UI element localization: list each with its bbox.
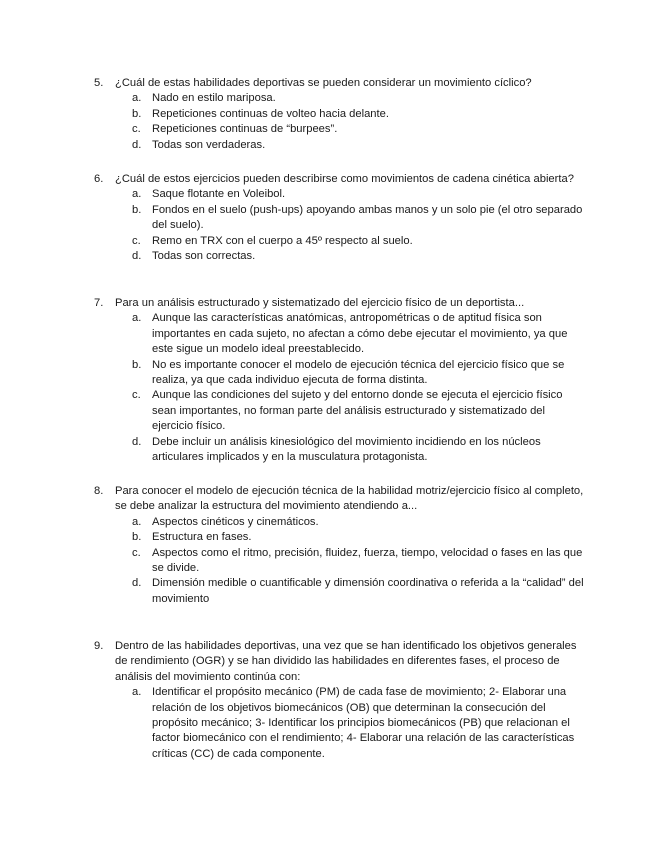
option-b <box>94 530 584 545</box>
option-letter: b. <box>132 203 142 216</box>
question-stem <box>94 172 584 187</box>
option-letter: c. <box>132 123 141 136</box>
option-b <box>94 203 584 234</box>
option-c <box>94 388 584 434</box>
option-letter: d. <box>132 138 142 151</box>
option-a <box>94 187 584 202</box>
option-list <box>94 91 584 153</box>
option-text: Debe incluir un análisis kinesiológico del movimiento incidiendo en los núcleos articulares implicados y en la musculatura protagonista. <box>152 435 541 464</box>
question-text: ¿Cuál de estas habilidades deportivas se pueden considerar un movimiento cíclico? <box>115 77 532 89</box>
option-c <box>94 122 584 137</box>
question-number: 7. <box>94 297 104 309</box>
question-number: 6. <box>94 173 104 185</box>
option-text: Remo en TRX con el cuerpo a 45º respecto al suelo. <box>152 234 413 247</box>
option-letter: b. <box>132 358 142 371</box>
option-letter: a. <box>132 92 142 105</box>
question-number: 5. <box>94 77 104 89</box>
option-text: Repeticiones continuas de volteo hacia delante. <box>152 107 389 120</box>
option-letter: a. <box>132 188 142 201</box>
option-letter: c. <box>132 546 141 559</box>
option-a <box>94 515 584 530</box>
question-text: Para un análisis estructurado y sistematizado del ejercicio físico de un deportista... <box>115 297 525 309</box>
option-list <box>94 311 584 465</box>
option-letter: a. <box>132 686 142 699</box>
option-text: Saque flotante en Voleibol. <box>152 188 286 201</box>
option-letter: b. <box>132 107 142 120</box>
option-text: Todas son correctas. <box>152 250 256 263</box>
question-text: Para conocer el modelo de ejecución técnica de la habilidad motriz/ejercicio físico al completo, se debe analizar la estructura del movimiento atendiendo a... <box>115 485 584 513</box>
question-stem <box>94 484 584 515</box>
option-b <box>94 358 584 389</box>
question-text: ¿Cuál de estos ejercicios pueden describirse como movimientos de cadena cinética abierta? <box>115 173 574 185</box>
option-a <box>94 685 584 762</box>
option-text: Estructura en fases. <box>152 531 252 544</box>
option-text: Dimensión medible o cuantificable y dimensión coordinativa o referida a la “calidad” del movimiento <box>152 577 584 605</box>
question-stem <box>94 76 584 91</box>
question-9 <box>94 639 584 762</box>
option-text: Identificar el propósito mecánico (PM) de cada fase de movimiento; 2- Elaborar una relación de los objetivos biomecánicos (OB) que determinan la consecución del propósito mecánico; 3- Identificar los principios biomecánicos (PB) que relacionan el factor biomecánico con el rendimiento; 4- Elaborar una relación de las características críticas (CC) de cada componente. <box>152 686 575 760</box>
option-d <box>94 138 584 153</box>
option-list <box>94 187 584 264</box>
question-stem <box>94 296 584 311</box>
option-a <box>94 91 584 106</box>
option-text: Aunque las condiciones del sujeto y del entorno donde se ejecuta el ejercicio físico sean importantes, no forman parte del análisis estructurado y sistematizado del ejercicio físico. <box>152 389 563 433</box>
option-letter: d. <box>132 577 142 590</box>
option-c <box>94 234 584 249</box>
option-c <box>94 546 584 577</box>
question-number: 9. <box>94 640 104 652</box>
question-6 <box>94 172 584 264</box>
question-number: 8. <box>94 485 104 497</box>
option-letter: b. <box>132 531 142 544</box>
option-d <box>94 576 584 607</box>
option-text: Aspectos cinéticos y cinemáticos. <box>152 515 319 528</box>
question-5 <box>94 76 584 153</box>
option-text: Nado en estilo mariposa. <box>152 92 276 105</box>
option-text: Repeticiones continuas de “burpees”. <box>152 123 338 136</box>
option-list <box>94 685 584 762</box>
option-letter: d. <box>132 250 142 263</box>
option-letter: c. <box>132 389 141 402</box>
question-8 <box>94 484 584 607</box>
option-a <box>94 311 584 357</box>
option-b <box>94 107 584 122</box>
option-list <box>94 515 584 607</box>
option-text: Todas son verdaderas. <box>152 138 266 151</box>
option-d <box>94 249 584 264</box>
option-letter: c. <box>132 234 141 247</box>
option-text: Aspectos como el ritmo, precisión, fluidez, fuerza, tiempo, velocidad o fases en las que se divide. <box>152 546 583 575</box>
question-7 <box>94 296 584 465</box>
option-text: Fondos en el suelo (push-ups) apoyando ambas manos y un solo pie (el otro separado del suelo). <box>152 203 583 232</box>
option-text: No es importante conocer el modelo de ejecución técnica del ejercicio físico que se realiza, ya que cada individuo ejecuta de forma distinta. <box>152 358 565 387</box>
option-letter: d. <box>132 435 142 448</box>
option-d <box>94 435 584 466</box>
option-letter: a. <box>132 515 142 528</box>
option-letter: a. <box>132 312 142 325</box>
question-text: Dentro de las habilidades deportivas, una vez que se han identificado los objetivos generales de rendimiento (OGR) y se han dividido las habilidades en diferentes fases, el proceso de análisis del movimiento continúa con: <box>115 640 577 683</box>
option-text: Aunque las características anatómicas, antropométricas o de aptitud física son importantes en cada sujeto, no afectan a cómo debe ejecutar el movimiento, ya que este sigue un modelo ideal preestablecido. <box>152 312 568 356</box>
question-stem <box>94 639 584 685</box>
